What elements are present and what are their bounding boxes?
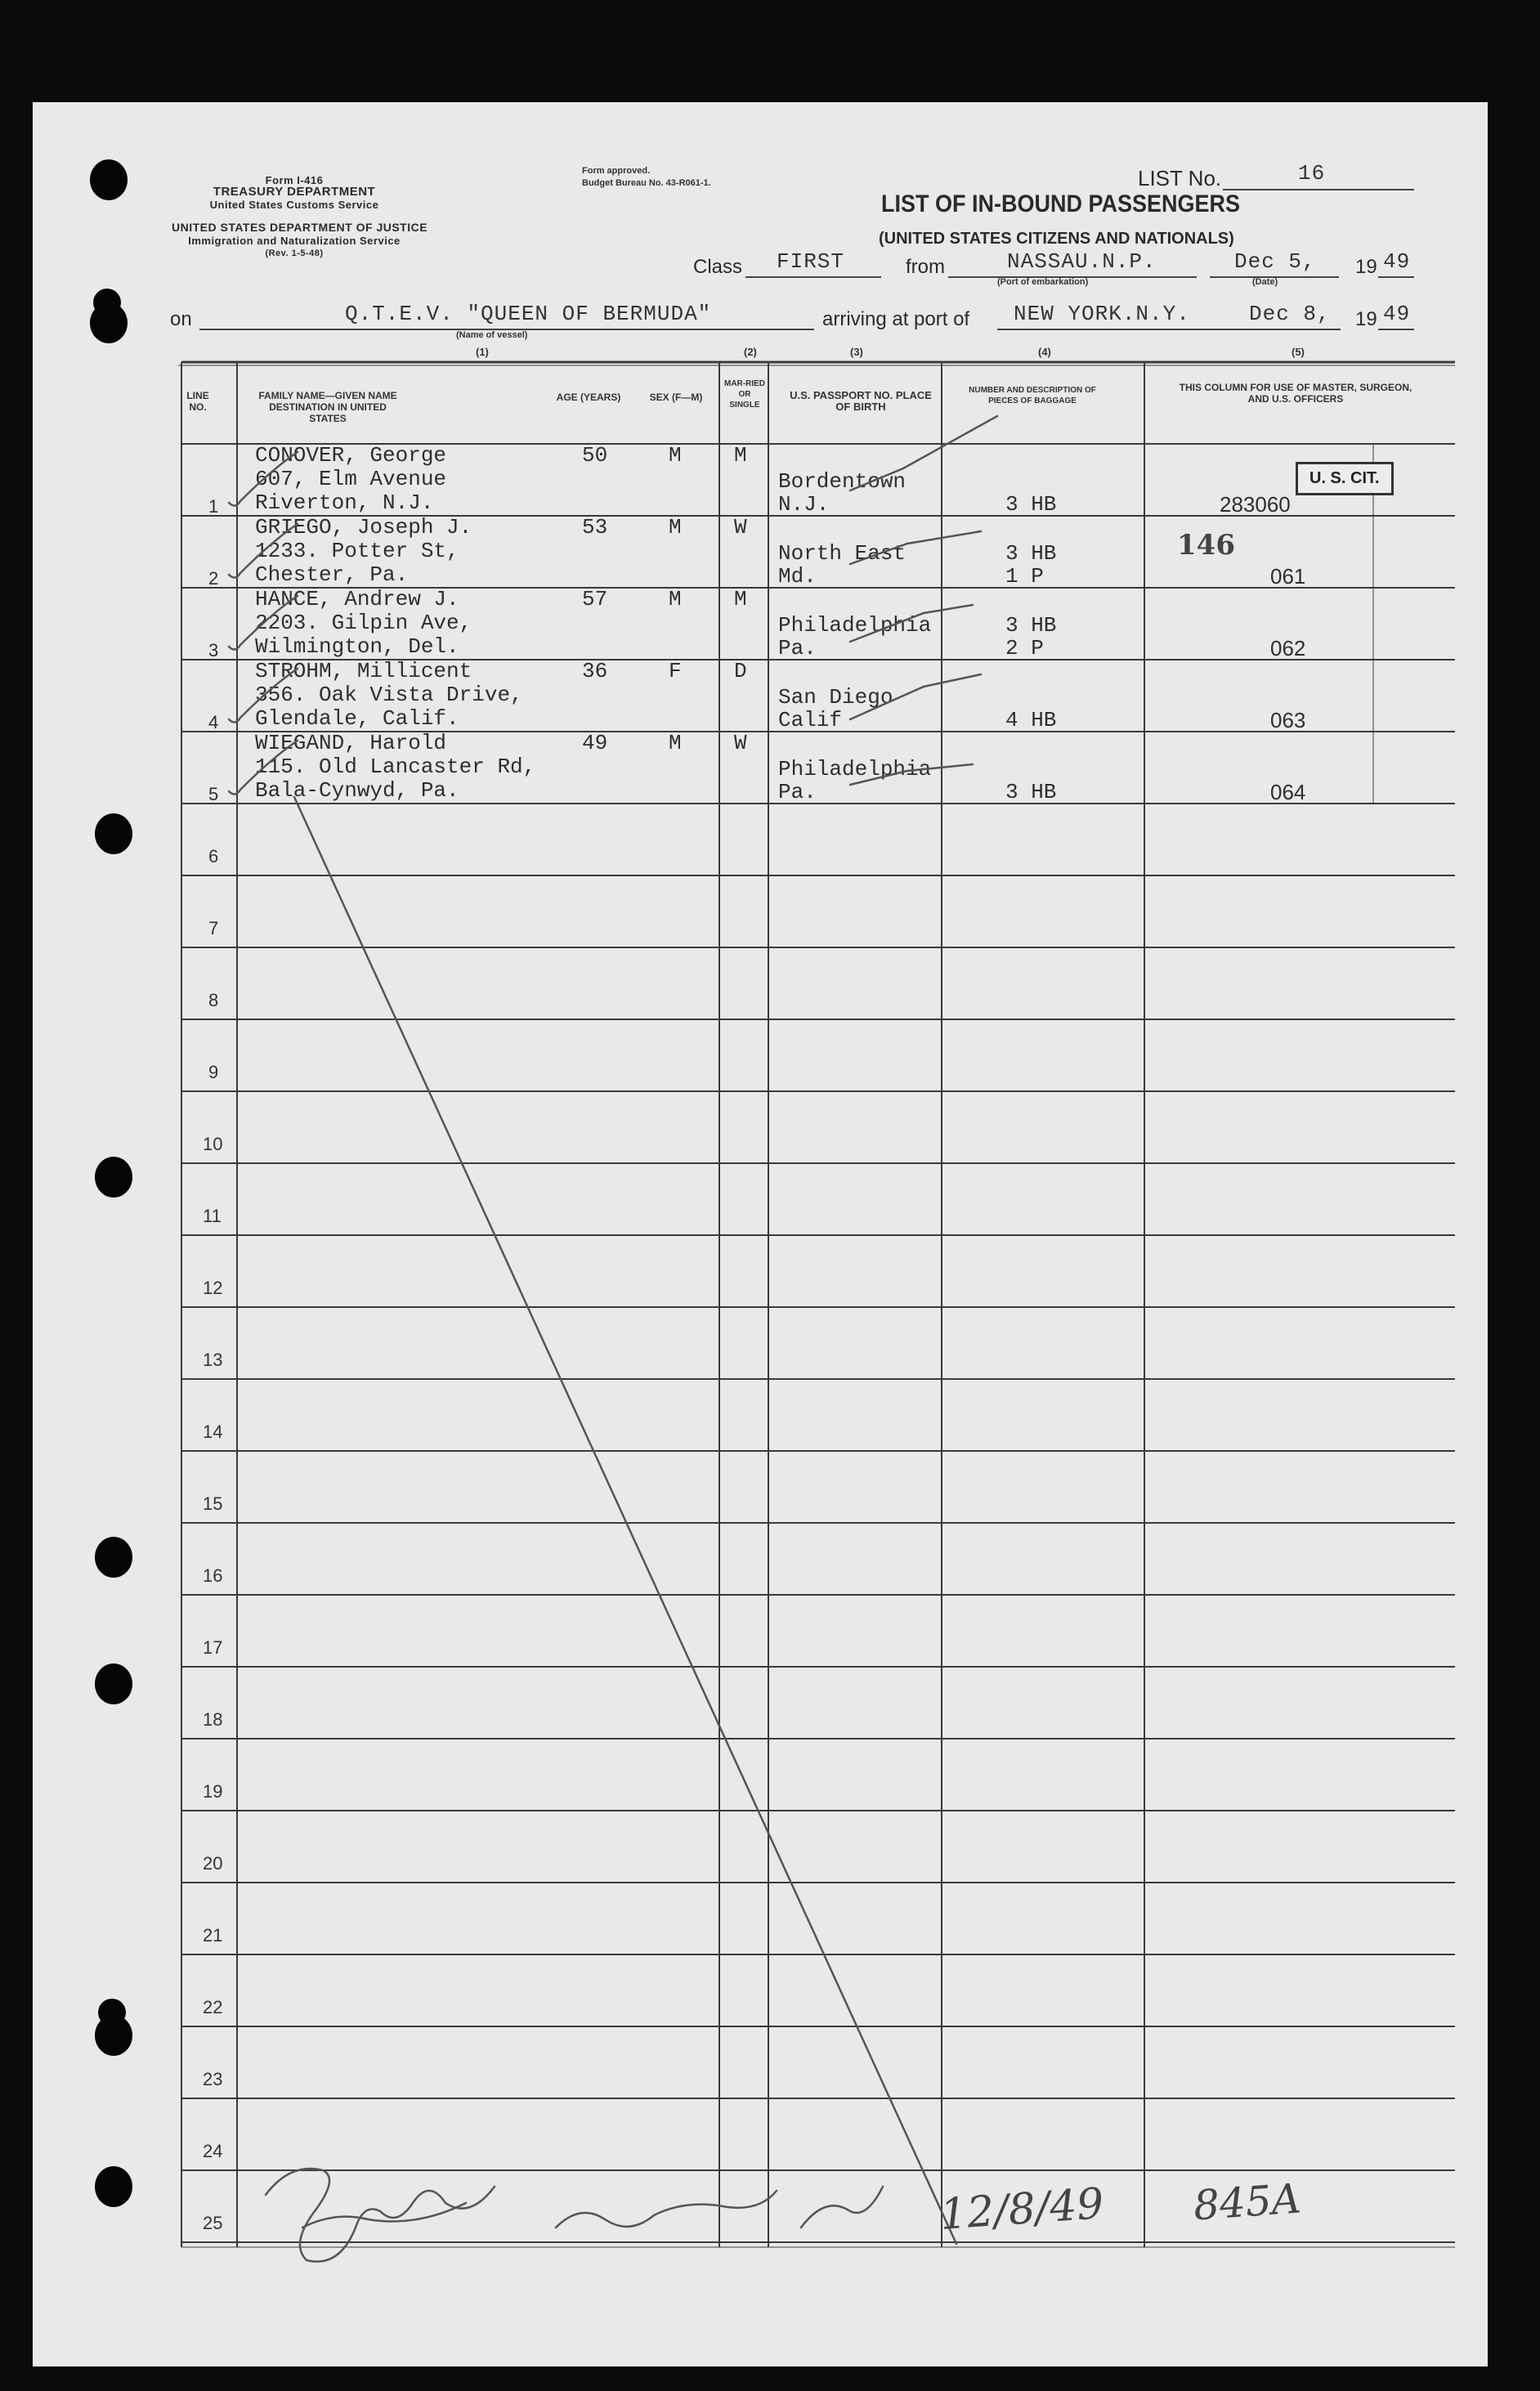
line-number: 10 xyxy=(203,1134,223,1154)
line-number: 6 xyxy=(208,846,219,866)
from-label: from xyxy=(906,256,945,278)
col-num-3: (3) xyxy=(850,346,863,358)
birth-state: N.J. xyxy=(778,492,830,517)
passenger-address: 2203. Gilpin Ave, xyxy=(255,611,472,635)
header-passport: U.S. PASSPORT NO. PLACE OF BIRTH xyxy=(790,389,932,413)
class-label: Class xyxy=(693,256,743,278)
baggage-line-2: 2 P xyxy=(1005,636,1044,660)
passenger-sex: M xyxy=(669,515,682,540)
header-age: AGE (YEARS) xyxy=(556,392,621,403)
line-number: 15 xyxy=(203,1493,223,1514)
revision: (Rev. 1-5-48) xyxy=(265,249,324,258)
manifest-sheet xyxy=(33,102,1488,2366)
line-number: 3 xyxy=(208,640,219,660)
date-caption: (Date) xyxy=(1252,277,1278,287)
passenger-age: 36 xyxy=(582,659,608,683)
line-number: 5 xyxy=(208,784,219,804)
officer-code: 063 xyxy=(1270,708,1306,732)
vessel-caption: (Name of vessel) xyxy=(456,330,528,340)
passenger-marital: M xyxy=(734,443,747,468)
arrival-year: 49 xyxy=(1383,302,1411,326)
passenger-sex: M xyxy=(669,443,682,468)
passenger-sex: M xyxy=(669,587,682,611)
line-number: 23 xyxy=(203,2069,223,2089)
line-number: 13 xyxy=(203,1350,223,1370)
line-number: 11 xyxy=(203,1206,222,1226)
embarkation-year: 49 xyxy=(1383,249,1411,274)
list-no-value: 16 xyxy=(1298,161,1326,186)
page-title: LIST OF IN-BOUND PASSENGERS xyxy=(881,190,1241,217)
line-number: 24 xyxy=(203,2141,223,2161)
stamp-number: 146 xyxy=(1177,529,1235,562)
baggage-line-2: 3 HB xyxy=(1005,492,1057,517)
line-number: 2 xyxy=(208,568,219,589)
passenger-age: 53 xyxy=(582,515,608,540)
line-number: 18 xyxy=(203,1709,223,1730)
form-number: Form I-416 xyxy=(265,174,324,186)
header-sex: SEX (F—M) xyxy=(649,392,703,403)
header-name: FAMILY NAME—GIVEN NAME DESTINATION IN UNITED STATES xyxy=(258,390,397,424)
class-value: FIRST xyxy=(777,249,845,274)
form-approved: Form approved. xyxy=(582,166,651,176)
officer-code: 062 xyxy=(1270,636,1306,660)
page-subtitle: (UNITED STATES CITIZENS AND NATIONALS) xyxy=(879,230,1234,248)
signature-date: 12/8/49 xyxy=(938,2179,1106,2240)
passenger-marital: M xyxy=(734,587,747,611)
passenger-name: GRIEGO, Joseph J. xyxy=(255,515,472,540)
port-of-embarkation: NASSAU.N.P. xyxy=(1007,249,1157,274)
handwriting-overlay xyxy=(33,102,1488,2366)
birth-place: San Diego xyxy=(778,685,893,710)
passenger-name: HANCE, Andrew J. xyxy=(255,587,459,611)
arriving-label: arriving at port of xyxy=(822,308,970,330)
passenger-age: 57 xyxy=(582,587,608,611)
budget-bureau: Budget Bureau No. 43-R061-1. xyxy=(582,178,711,188)
col-num-5: (5) xyxy=(1292,346,1305,358)
passenger-age: 50 xyxy=(582,443,608,468)
birth-state: Pa. xyxy=(778,636,817,660)
birth-state: Md. xyxy=(778,564,817,589)
col-num-4: (4) xyxy=(1038,346,1051,358)
line-number: 17 xyxy=(203,1637,223,1658)
passenger-marital: W xyxy=(734,515,747,540)
passenger-marital: D xyxy=(734,659,747,683)
baggage-line-1: 3 HB xyxy=(1005,541,1057,566)
officer-code: 061 xyxy=(1270,564,1306,589)
year-prefix-arrival: 19 xyxy=(1355,308,1377,330)
list-no-label: LIST No. xyxy=(1138,166,1222,190)
line-number: 16 xyxy=(203,1565,223,1586)
line-number: 1 xyxy=(208,496,219,517)
passenger-address: 115. Old Lancaster Rd, xyxy=(255,754,536,779)
baggage-line-2: 3 HB xyxy=(1005,780,1057,804)
arrival-date: Dec 8, xyxy=(1249,302,1331,326)
birth-place: Philadelphia xyxy=(778,613,932,638)
line-number: 22 xyxy=(203,1997,223,2017)
birth-state: Pa. xyxy=(778,780,817,804)
baggage-line-2: 4 HB xyxy=(1005,708,1057,732)
embarkation-caption: (Port of embarkation) xyxy=(997,277,1089,287)
baggage-line-1: 3 HB xyxy=(1005,613,1057,638)
line-number: 20 xyxy=(203,1853,223,1874)
signature-time: 845A xyxy=(1192,2174,1303,2230)
treasury-dept: TREASURY DEPARTMENT xyxy=(213,185,376,199)
line-number: 7 xyxy=(208,918,219,938)
passenger-marital: W xyxy=(734,731,747,755)
col-num-1: (1) xyxy=(476,346,489,358)
header-line-no: LINE NO. xyxy=(186,390,209,413)
passenger-name: CONOVER, George xyxy=(255,443,447,468)
port-of-arrival: NEW YORK.N.Y. xyxy=(1014,302,1190,326)
line-number: 8 xyxy=(208,990,219,1010)
birth-place: Philadelphia xyxy=(778,757,932,781)
birth-state: Calif xyxy=(778,708,843,732)
passenger-sex: M xyxy=(669,731,682,755)
embarkation-date: Dec 5, xyxy=(1234,249,1316,274)
header-officers: THIS COLUMN FOR USE OF MASTER, SURGEON, AND U.S. OFFICERS xyxy=(1179,382,1412,405)
passenger-address: 607, Elm Avenue xyxy=(255,467,447,491)
ins-service: Immigration and Naturalization Service xyxy=(188,235,401,247)
passenger-city: Wilmington, Del. xyxy=(255,634,459,659)
passenger-name: WIEGAND, Harold xyxy=(255,731,447,755)
passenger-address: 1233. Potter St, xyxy=(255,539,459,563)
passenger-city: Glendale, Calif. xyxy=(255,706,459,731)
line-number: 12 xyxy=(203,1278,223,1298)
passenger-name: STROHM, Millicent xyxy=(255,659,472,683)
passenger-address: 356. Oak Vista Drive, xyxy=(255,683,523,707)
header-married: MAR-RIED OR SINGLE xyxy=(724,379,765,410)
header-baggage: NUMBER AND DESCRIPTION OF PIECES OF BAGGAGE xyxy=(969,386,1096,405)
line-number: 19 xyxy=(203,1781,223,1802)
passenger-city: Chester, Pa. xyxy=(255,562,409,587)
birth-place: North East xyxy=(778,541,907,566)
line-number: 4 xyxy=(208,712,219,732)
line-number: 9 xyxy=(208,1062,219,1082)
customs-service: United States Customs Service xyxy=(209,199,379,211)
year-prefix: 19 xyxy=(1355,256,1377,278)
officer-code: 064 xyxy=(1270,780,1306,804)
col-num-2: (2) xyxy=(744,346,757,358)
passenger-age: 49 xyxy=(582,731,608,755)
baggage-line-2: 1 P xyxy=(1005,564,1044,589)
passenger-city: Bala-Cynwyd, Pa. xyxy=(255,778,459,803)
line-number: 21 xyxy=(203,1925,223,1945)
on-label: on xyxy=(170,308,192,330)
passenger-sex: F xyxy=(669,659,682,683)
line-number: 25 xyxy=(203,2213,223,2233)
line-number: 14 xyxy=(203,1422,223,1442)
passenger-city: Riverton, N.J. xyxy=(255,490,434,515)
officer-code: 283060 xyxy=(1220,492,1291,517)
us-citizen-stamp: U. S. CIT. xyxy=(1296,462,1394,495)
birth-place: Bordentown xyxy=(778,469,907,494)
justice-dept: UNITED STATES DEPARTMENT OF JUSTICE xyxy=(172,221,428,234)
vessel-name: Q.T.E.V. "QUEEN OF BERMUDA" xyxy=(345,302,712,326)
